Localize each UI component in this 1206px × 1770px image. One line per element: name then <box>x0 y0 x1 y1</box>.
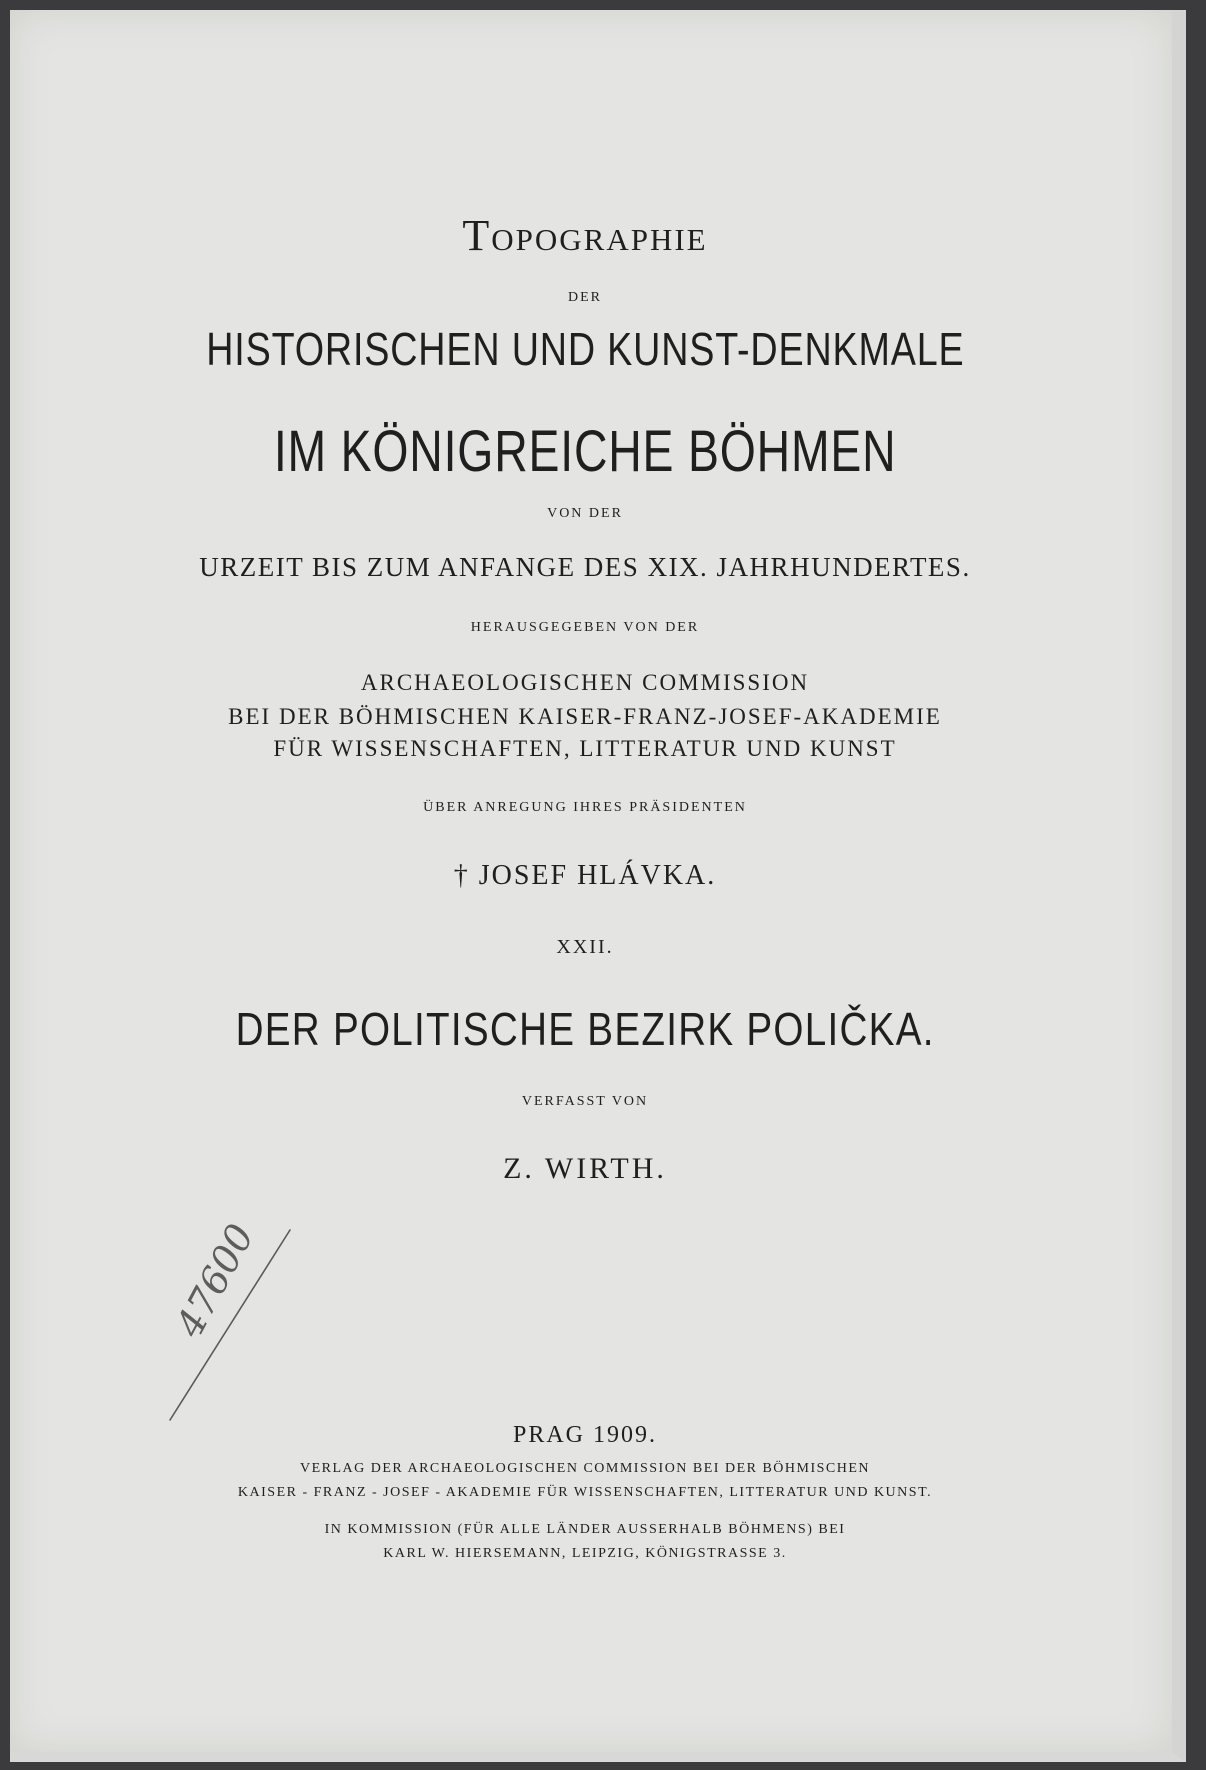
author-name: Z. WIRTH. <box>503 1152 667 1185</box>
title-historischen-text: HISTORISCHEN UND KUNST-DENKMALE <box>205 323 965 375</box>
volume-number: XXII. <box>556 936 614 958</box>
president-name: † JOSEF HLÁVKA. <box>453 860 717 891</box>
imprint-place-year: PRAG 1909. <box>512 1422 658 1448</box>
pencil-annotation <box>160 1170 330 1430</box>
title-historischen <box>10 322 1160 376</box>
imprint-line-2: KAISER - FRANZ - JOSEF - AKADEMIE FÜR WISSENSCHAFTEN, LITTERATUR UND KUNST. <box>237 1485 933 1500</box>
imprint-line-1: VERLAG DER ARCHAEOLOGISCHEN COMMISSION BEI DER BÖHMISCHEN <box>299 1461 871 1476</box>
title-page-sheet <box>10 10 1186 1762</box>
verfasst-line: VERFASST VON <box>521 1094 649 1109</box>
commission-line-2: BEI DER BÖHMISCHEN KAISER-FRANZ-JOSEF-AKADEMIE <box>228 704 942 729</box>
anregung-line: ÜBER ANREGUNG IHRES PRÄSIDENTEN <box>423 800 747 815</box>
subject-title-text: DER POLITISCHE BEZIRK POLIČKA. <box>235 1003 935 1055</box>
von-der: VON DER <box>547 506 623 521</box>
herausgegeben-line: HERAUSGEGEBEN VON DER <box>470 620 700 635</box>
imprint-line-3: IN KOMMISSION (FÜR ALLE LÄNDER AUSSERHALB BÖHMENS) BEI <box>324 1522 846 1537</box>
title-topographie: Topographie <box>462 211 708 260</box>
commission-line-3: FÜR WISSENSCHAFTEN, LITTERATUR UND KUNST <box>273 736 897 761</box>
urzeit-line: URZEIT BIS ZUM ANFANGE DES XIX. JAHRHUNDERTES. <box>199 552 971 582</box>
subject-title <box>10 1002 1160 1056</box>
pencil-note-text: 47600 <box>167 1216 263 1345</box>
title-der: DER <box>568 290 602 305</box>
imprint-line-4: KARL W. HIERSEMANN, LEIPZIG, KÖNIGSTRASSE 3. <box>383 1546 787 1561</box>
title-koenigreiche <box>10 418 1160 485</box>
commission-line-1: ARCHAEOLOGISCHEN COMMISSION <box>360 670 810 695</box>
title-koenigreiche-text: IM KÖNIGREICHE BÖHMEN <box>273 419 897 484</box>
